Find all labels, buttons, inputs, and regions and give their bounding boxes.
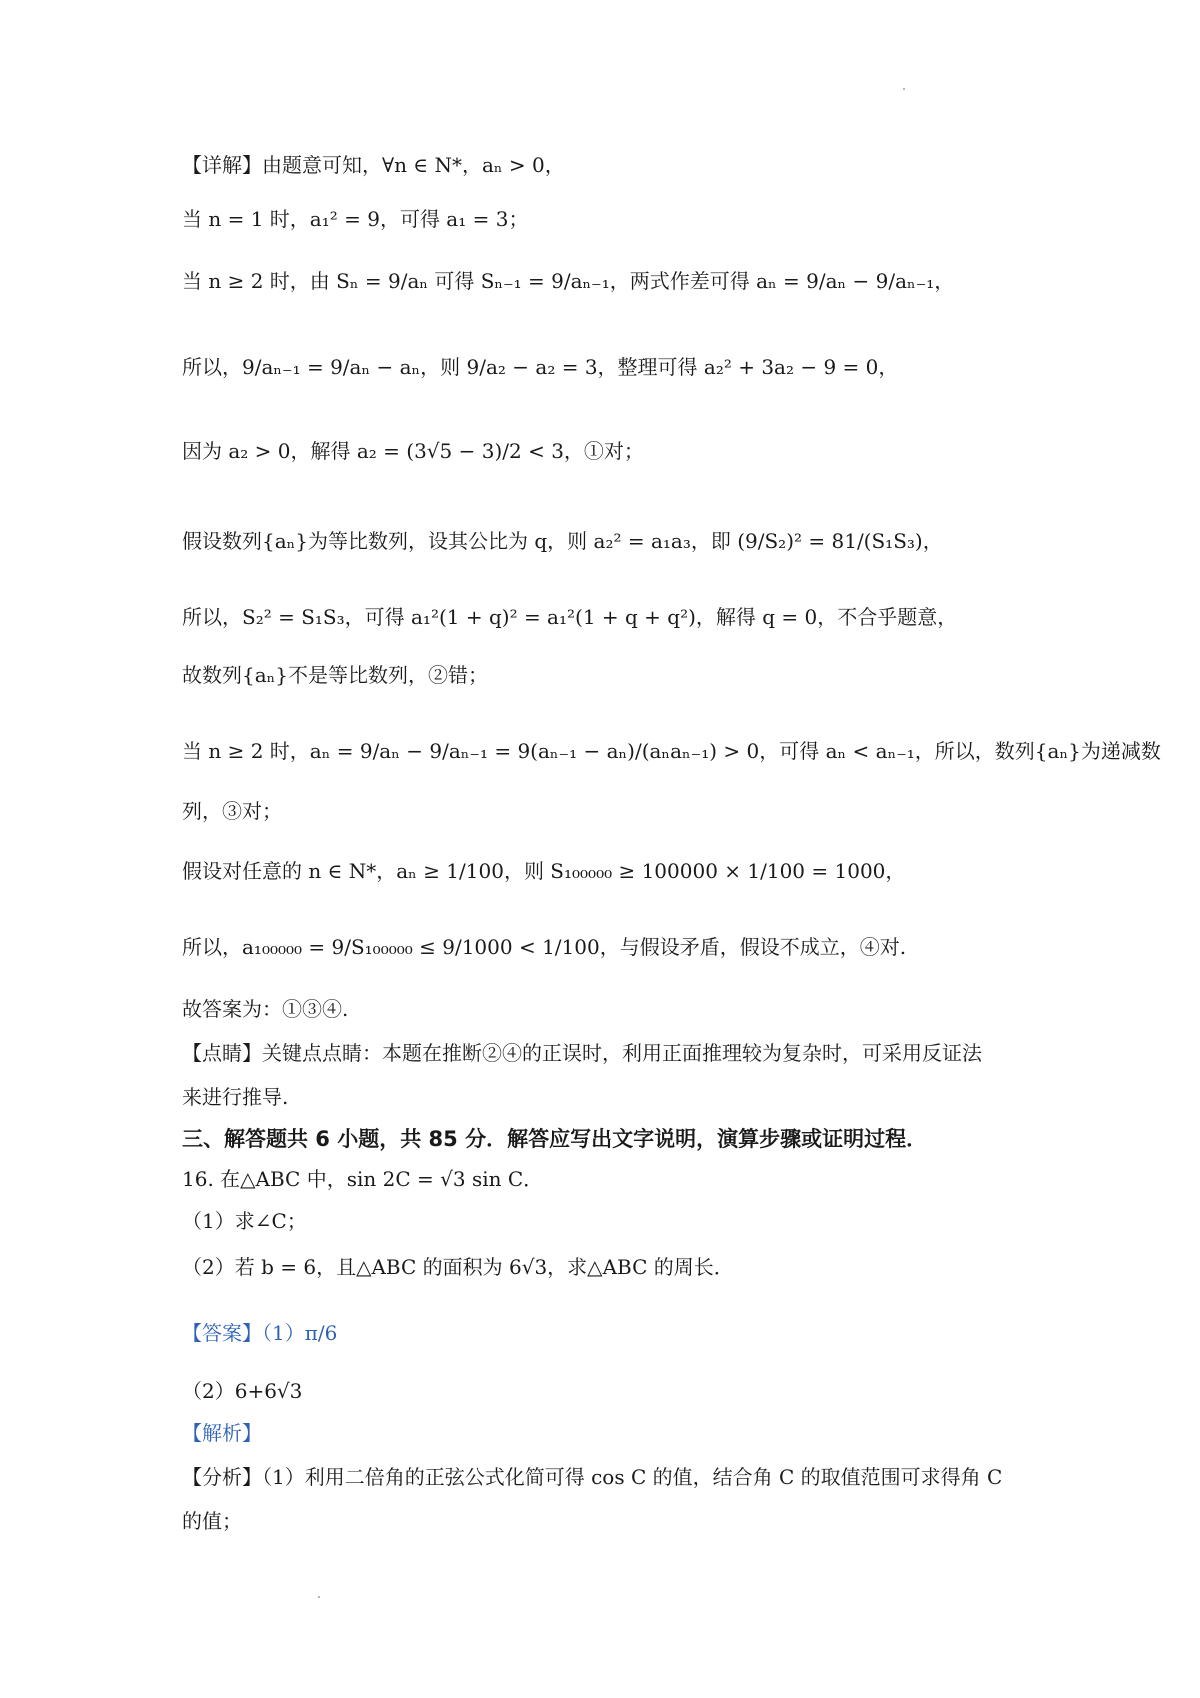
text-line: 当 n ≥ 2 时，由 Sₙ = 9/aₙ 可得 Sₙ₋₁ = 9/aₙ₋₁，两式作差可得 aₙ = 9/aₙ − 9/aₙ₋₁，: [182, 269, 955, 293]
text-line: 故答案为：①③④.: [182, 997, 349, 1021]
analysis-text: 【分析】（1）利用二倍角的正弦公式化简可得 cos C 的值，结合角 C 的取值范围可求得角 C: [182, 1465, 1003, 1489]
text-line: 当 n ≥ 2 时，aₙ = 9/aₙ − 9/aₙ₋₁ = 9(aₙ₋₁ − aₙ)/(aₙaₙ₋₁) > 0，可得 aₙ < aₙ₋₁，所以，数列{aₙ}为递减数: [182, 739, 1161, 763]
section-heading: 三、解答题共 6 小题，共 85 分．解答应写出文字说明，演算步骤或证明过程．: [182, 1127, 928, 1151]
text-line: 当 n = 1 时，a₁² = 9，可得 a₁ = 3；: [182, 207, 529, 231]
text-line: 列，③对；: [182, 799, 282, 823]
question-text: 16. 在△ABC 中，sin 2C = √3 sin C．: [182, 1167, 544, 1191]
text-line: 【详解】由题意可知，∀n ∈ N*，aₙ > 0，: [182, 153, 565, 177]
question-part: （2）若 b = 6，且△ABC 的面积为 6√3，求△ABC 的周长．: [182, 1255, 734, 1279]
answer-line: （2）6+6√3: [182, 1379, 303, 1403]
text-line: 所以，9/aₙ₋₁ = 9/aₙ − aₙ，则 9/a₂ − a₂ = 3，整理可得 a₂² + 3a₂ − 9 = 0，: [182, 355, 899, 379]
text-line: 来进行推导.: [182, 1085, 289, 1109]
text-line: 假设数列{aₙ}为等比数列，设其公比为 q，则 a₂² = a₁a₃，即 (9/S₂)² = 81/(S₁S₃)，: [182, 529, 943, 553]
answer-line: 【答案】（1）π/6: [182, 1321, 338, 1345]
text-line: 所以，S₂² = S₁S₃，可得 a₁²(1 + q)² = a₁²(1 + q + q²)，解得 q = 0，不合乎题意，: [182, 605, 958, 629]
analysis-text: 的值；: [182, 1509, 242, 1533]
text-line: 因为 a₂ > 0，解得 a₂ = (3√5 − 3)/2 < 3，①对；: [182, 439, 644, 463]
text-line: 故数列{aₙ}不是等比数列，②错；: [182, 663, 489, 687]
text-line: 假设对任意的 n ∈ N*，aₙ ≥ 1/100，则 S₁₀₀₀₀₀ ≥ 100000 × 1/100 = 1000，: [182, 859, 906, 883]
scan-speck: [903, 88, 905, 90]
text-line: 所以，a₁₀₀₀₀₀ = 9/S₁₀₀₀₀₀ ≤ 9/1000 < 1/100，与假设矛盾，假设不成立，④对.: [182, 935, 907, 959]
analysis-label: 【解析】: [182, 1421, 262, 1445]
text-line: 【点睛】关键点点睛：本题在推断②④的正误时，利用正面推理较为复杂时，可采用反证法: [182, 1041, 982, 1065]
scan-speck: [318, 1596, 320, 1598]
question-part: （1）求∠C；: [182, 1209, 307, 1233]
